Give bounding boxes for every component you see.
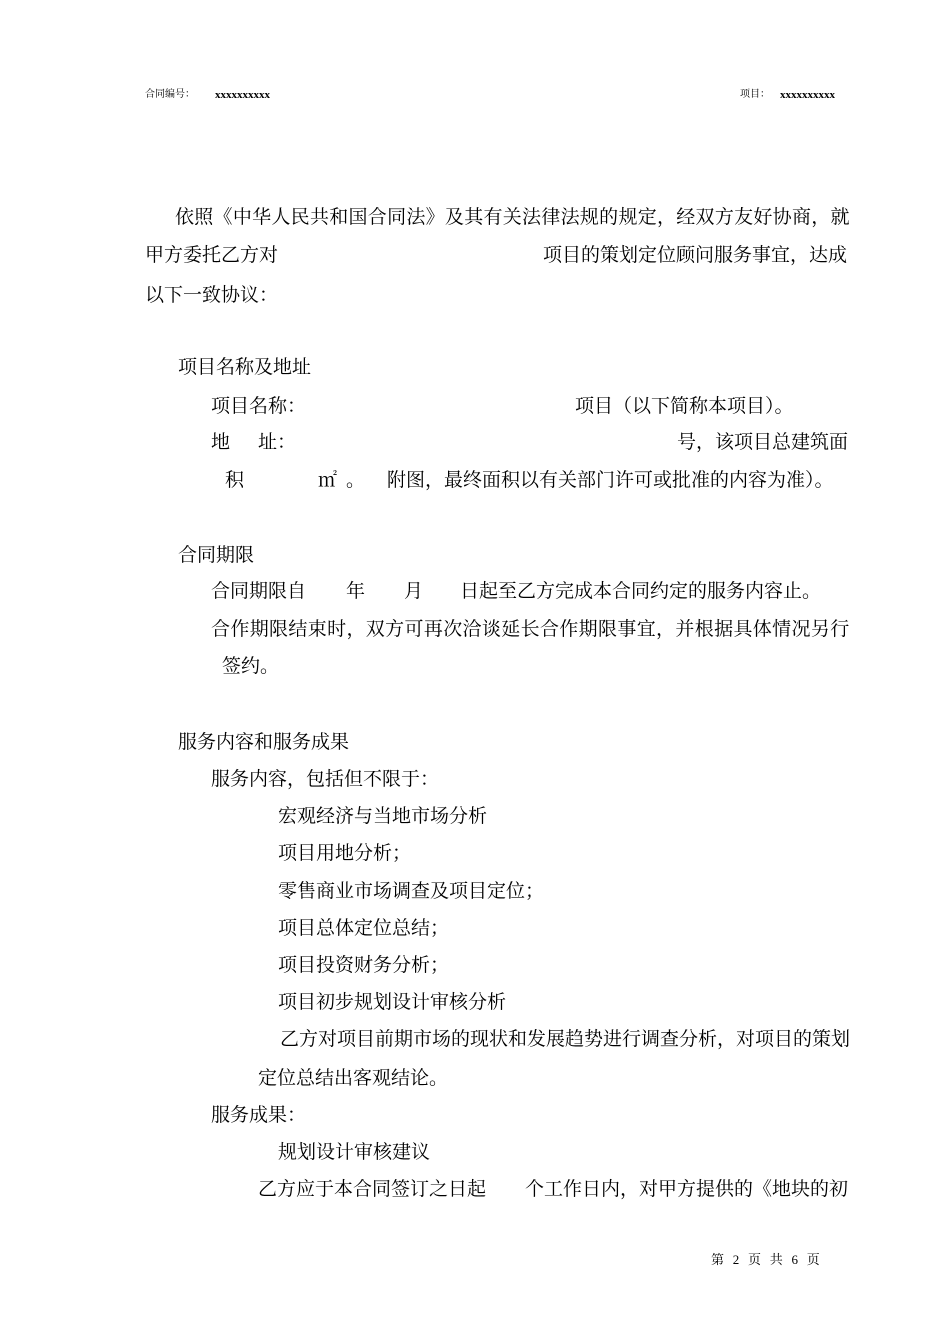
term-start-label: 合同期限自 bbox=[211, 581, 307, 602]
address-label-char-2: 址： bbox=[258, 432, 297, 453]
area-period: 。 bbox=[346, 470, 366, 491]
project-name-note: （以下简称本项目）。 bbox=[613, 396, 794, 417]
project-name-word: 项目 bbox=[575, 396, 614, 417]
services-result-item: 规划设计审核建议 bbox=[278, 1142, 431, 1163]
project-name-label: 项目名称： bbox=[211, 396, 307, 417]
list-item: 宏观经济与当地市场分析 bbox=[278, 806, 488, 827]
term-renewal-line-2: 签约。 bbox=[222, 656, 280, 677]
project-label: 项目： bbox=[740, 89, 770, 100]
term-day-text: 日起至乙方完成本合同约定的服务内容止。 bbox=[460, 581, 822, 602]
address-tail: 号，该项目总建筑面 bbox=[677, 432, 849, 453]
area-note: 附图，最终面积以有关部门许可或批准的内容为准）。 bbox=[387, 470, 834, 491]
services-deadline-start: 乙方应于本合同签订之日起 bbox=[258, 1179, 487, 1200]
intro-line-2-end: 项目的策划定位顾问服务事宜，达成 bbox=[543, 245, 848, 266]
term-renewal-line-1: 合作期限结束时，双方可再次洽谈延长合作期限事宜，并根据具体情况另行 bbox=[211, 619, 850, 640]
area-char: 积 bbox=[225, 470, 245, 491]
list-item: 零售商业市场调查及项目定位； bbox=[278, 881, 545, 902]
section-title-services: 服务内容和服务成果 bbox=[178, 732, 350, 753]
contract-number-value: xxxxxxxxxx bbox=[215, 89, 270, 101]
list-item: 项目用地分析； bbox=[278, 843, 412, 864]
services-deadline-end: 个工作日内，对甲方提供的《地块的初 bbox=[525, 1179, 849, 1200]
list-item: 项目投资财务分析； bbox=[278, 955, 450, 976]
section-title-contract-term: 合同期限 bbox=[178, 545, 255, 566]
term-month: 月 bbox=[404, 581, 424, 602]
intro-line-2-start: 甲方委托乙方对 bbox=[145, 245, 279, 266]
project-value: xxxxxxxxxx bbox=[780, 89, 835, 101]
section-title-project-info: 项目名称及地址 bbox=[178, 357, 312, 378]
contract-number-label: 合同编号： bbox=[145, 89, 195, 100]
services-content-label: 服务内容，包括但不限于： bbox=[211, 769, 440, 790]
list-item: 项目总体定位总结； bbox=[278, 918, 450, 939]
list-item: 项目初步规划设计审核分析 bbox=[278, 992, 507, 1013]
services-analysis-line-2: 定位总结出客观结论。 bbox=[258, 1068, 449, 1089]
services-result-label: 服务成果： bbox=[211, 1105, 307, 1126]
page-number: 第 2 页 共 6 页 bbox=[711, 1252, 820, 1267]
address-label-char-1: 地 bbox=[211, 432, 231, 453]
term-year: 年 bbox=[346, 581, 366, 602]
intro-line-1: 依照《中华人民共和国合同法》及其有关法律法规的规定，经双方友好协商，就 bbox=[175, 207, 850, 228]
services-analysis-line-1: 乙方对项目前期市场的现状和发展趋势进行调查分析，对项目的策划 bbox=[280, 1029, 851, 1050]
intro-line-3: 以下一致协议： bbox=[145, 285, 279, 306]
area-unit: ㎡ bbox=[318, 470, 338, 491]
